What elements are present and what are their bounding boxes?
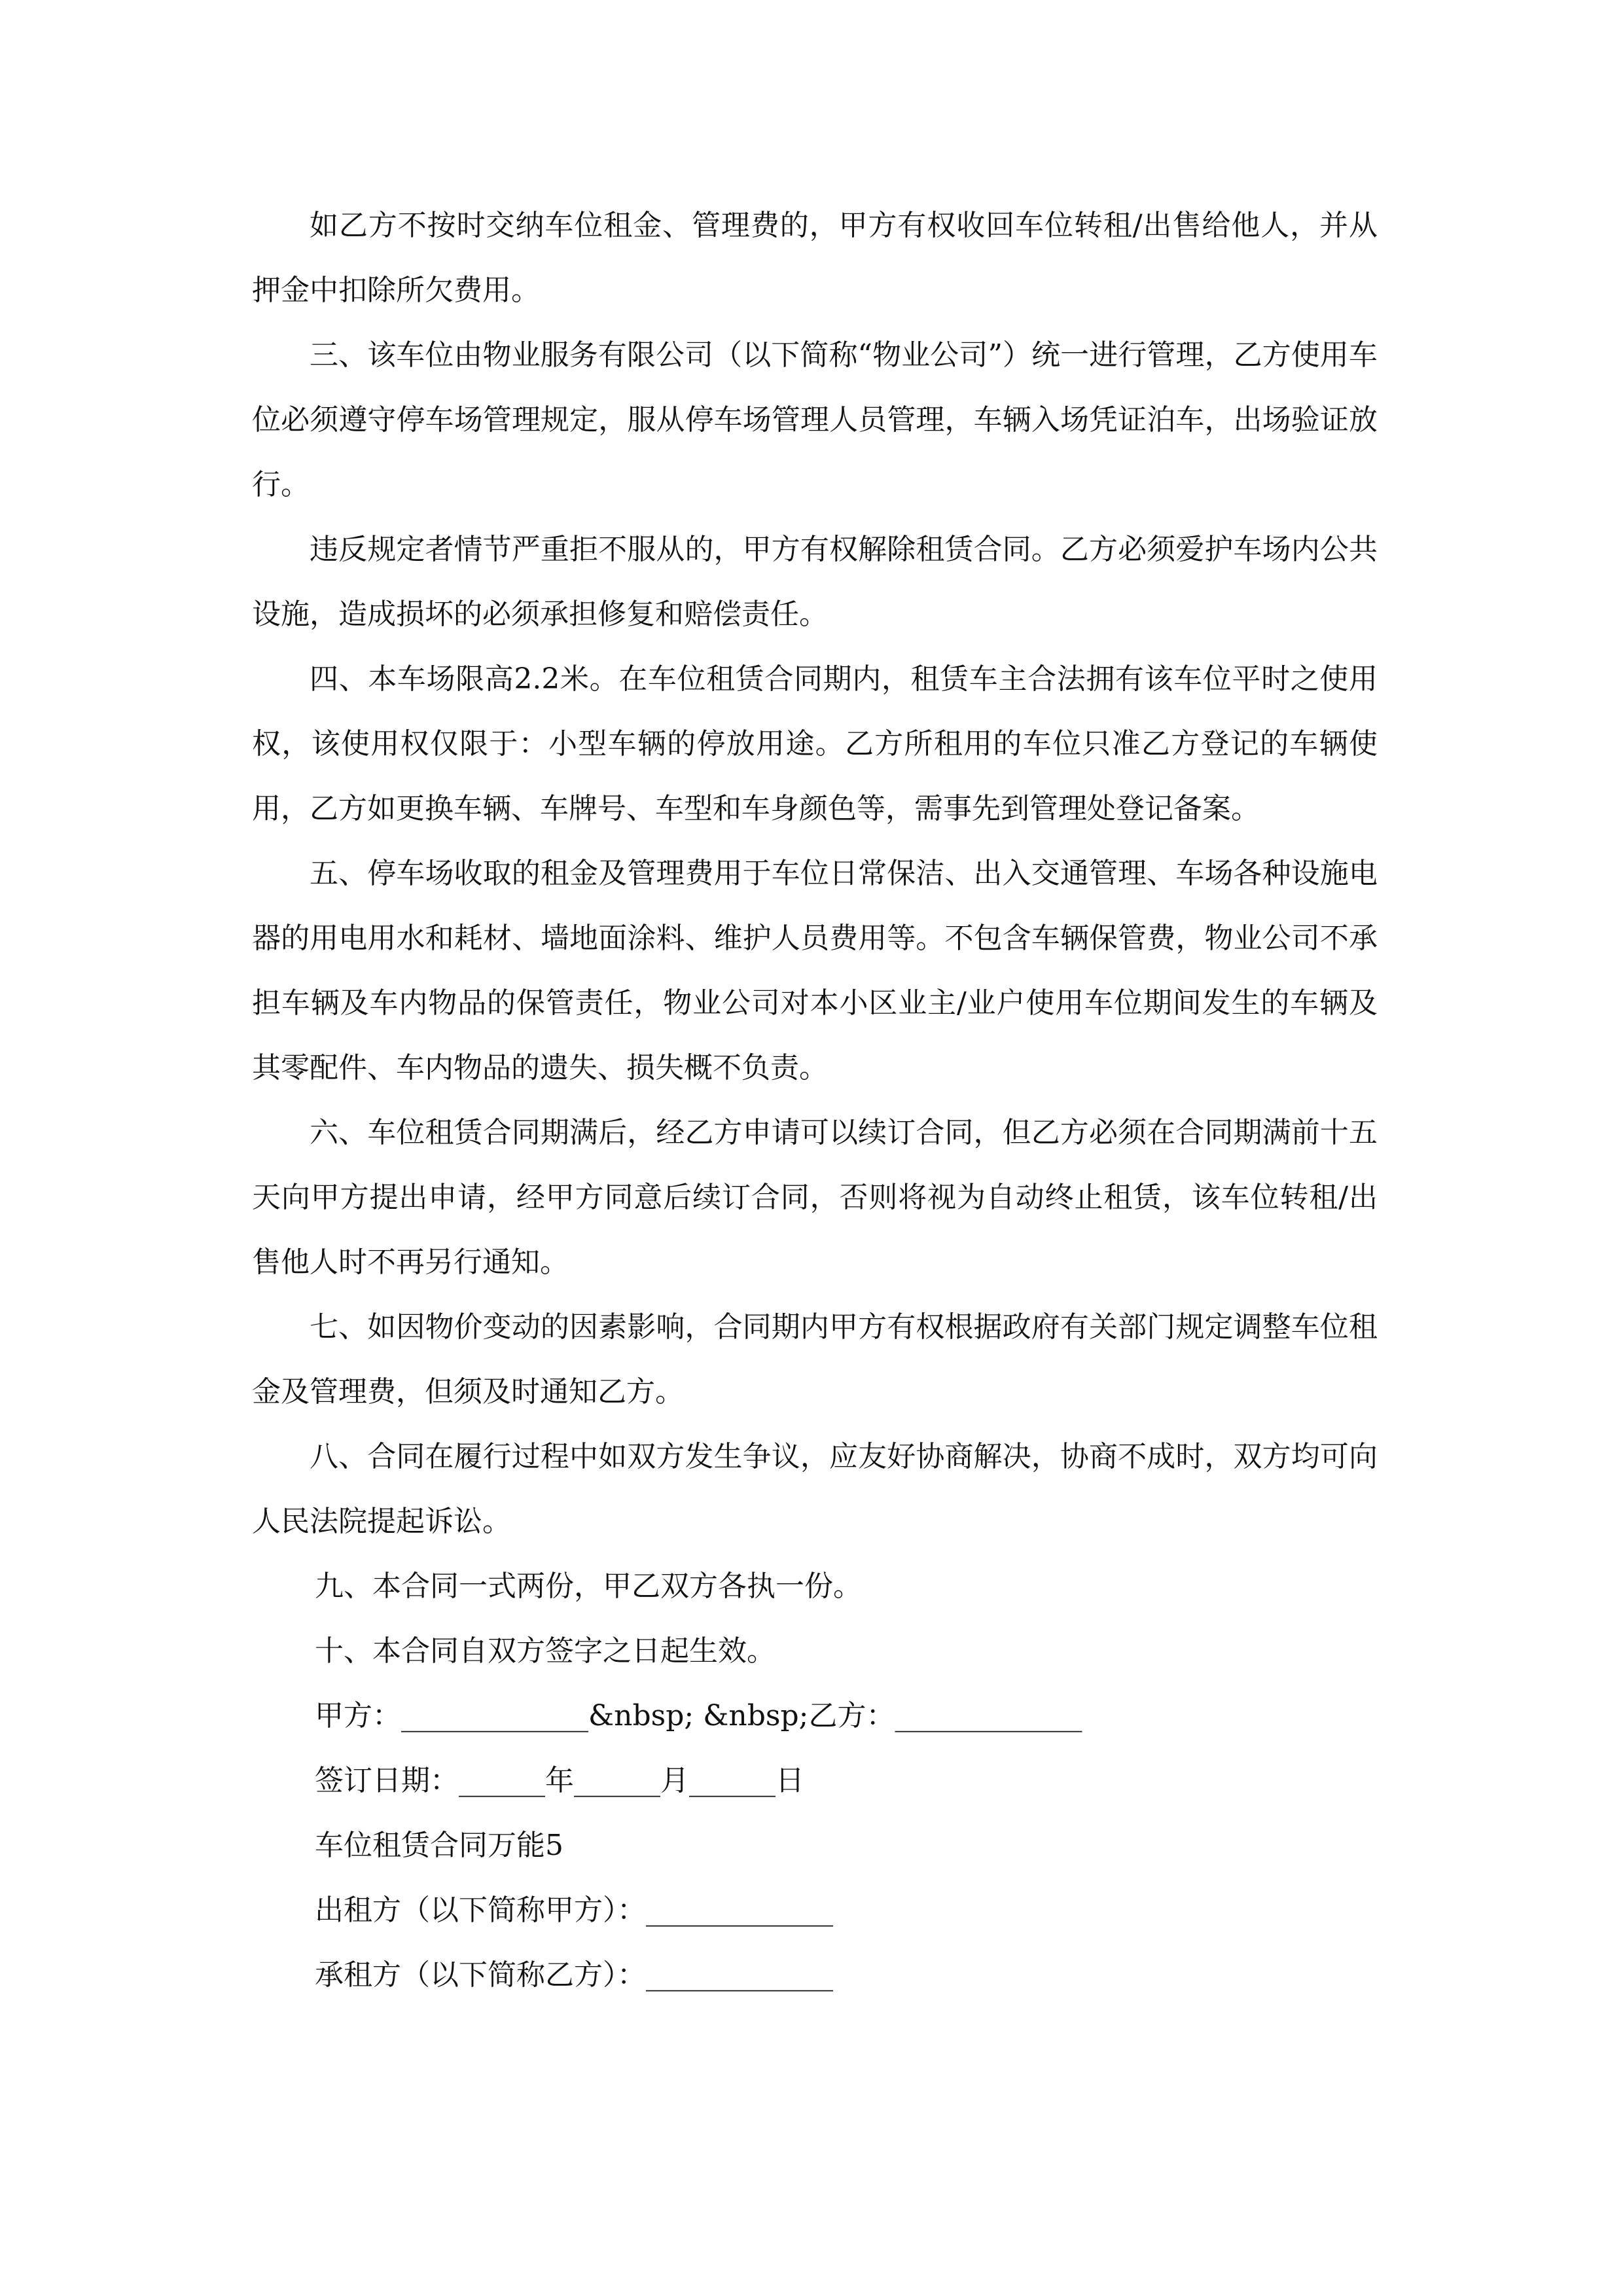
paragraph-payment-default: 如乙方不按时交纳车位租金、管理费的，甲方有权收回车位转租/出售给他人，并从押金中扣除所欠费用。 [252,209,1378,307]
line-lessor: 出租方（以下简称甲方）：_____________ [315,1893,833,1927]
line-clause-10: 十、本合同自双方签字之日起生效。 [315,1634,776,1668]
paragraph-clause-8: 八、合同在履行过程中如双方发生争议，应友好协商解决，协商不成时，双方均可向人民法院提起诉讼。 [252,1440,1378,1538]
line-clause-9: 九、本合同一式两份，甲乙双方各执一份。 [315,1570,862,1603]
line-sign-date: 签订日期：______年______月______日 [315,1764,804,1797]
paragraph-clause-4: 四、本车场限高2.2米。在车位租赁合同期内，租赁车主合法拥有该车位平时之使用权，该使用权仅限于：小型车辆的停放用途。乙方所租用的车位只准乙方登记的车辆使用，乙方如更换车辆、车牌号、车型和车身颜色等，需事先到管理处登记备案。 [252,662,1378,825]
line-lessee: 承租方（以下简称乙方）：_____________ [315,1958,833,1992]
paragraph-clause-5: 五、停车场收取的租金及管理费用于车位日常保洁、出入交通管理、车场各种设施电器的用电用水和耗材、墙地面涂料、维护人员费用等。不包含车辆保管费，物业公司不承担车辆及车内物品的保管责任，物业公司对本小区业主/业户使用车位期间发生的车辆及其零配件、车内物品的遗失、损失概不负责。 [252,857,1378,1085]
paragraph-clause-7: 七、如因物价变动的因素影响，合同期内甲方有权根据政府有关部门规定调整车位租金及管理费，但须及时通知乙方。 [252,1310,1378,1408]
document-body [252,193,1378,2007]
line-signature-parties: 甲方：_____________&nbsp; &nbsp;乙方：_____________ [315,1699,1082,1732]
line-next-contract-title: 车位租赁合同万能5 [315,1829,563,1862]
paragraph-clause-3: 三、该车位由物业服务有限公司（以下简称“物业公司”）统一进行管理，乙方使用车位必须遵守停车场管理规定，服从停车场管理人员管理，车辆入场凭证泊车，出场验证放行。 [252,338,1378,501]
paragraph-clause-6: 六、车位租赁合同期满后，经乙方申请可以续订合同，但乙方必须在合同期满前十五天向甲方提出申请，经甲方同意后续订合同，否则将视为自动终止租赁，该车位转租/出售他人时不再另行通知。 [252,1116,1378,1279]
paragraph-violation: 违反规定者情节严重拒不服从的，甲方有权解除租赁合同。乙方必须爱护车场内公共设施，造成损坏的必须承担修复和赔偿责任。 [252,533,1378,631]
